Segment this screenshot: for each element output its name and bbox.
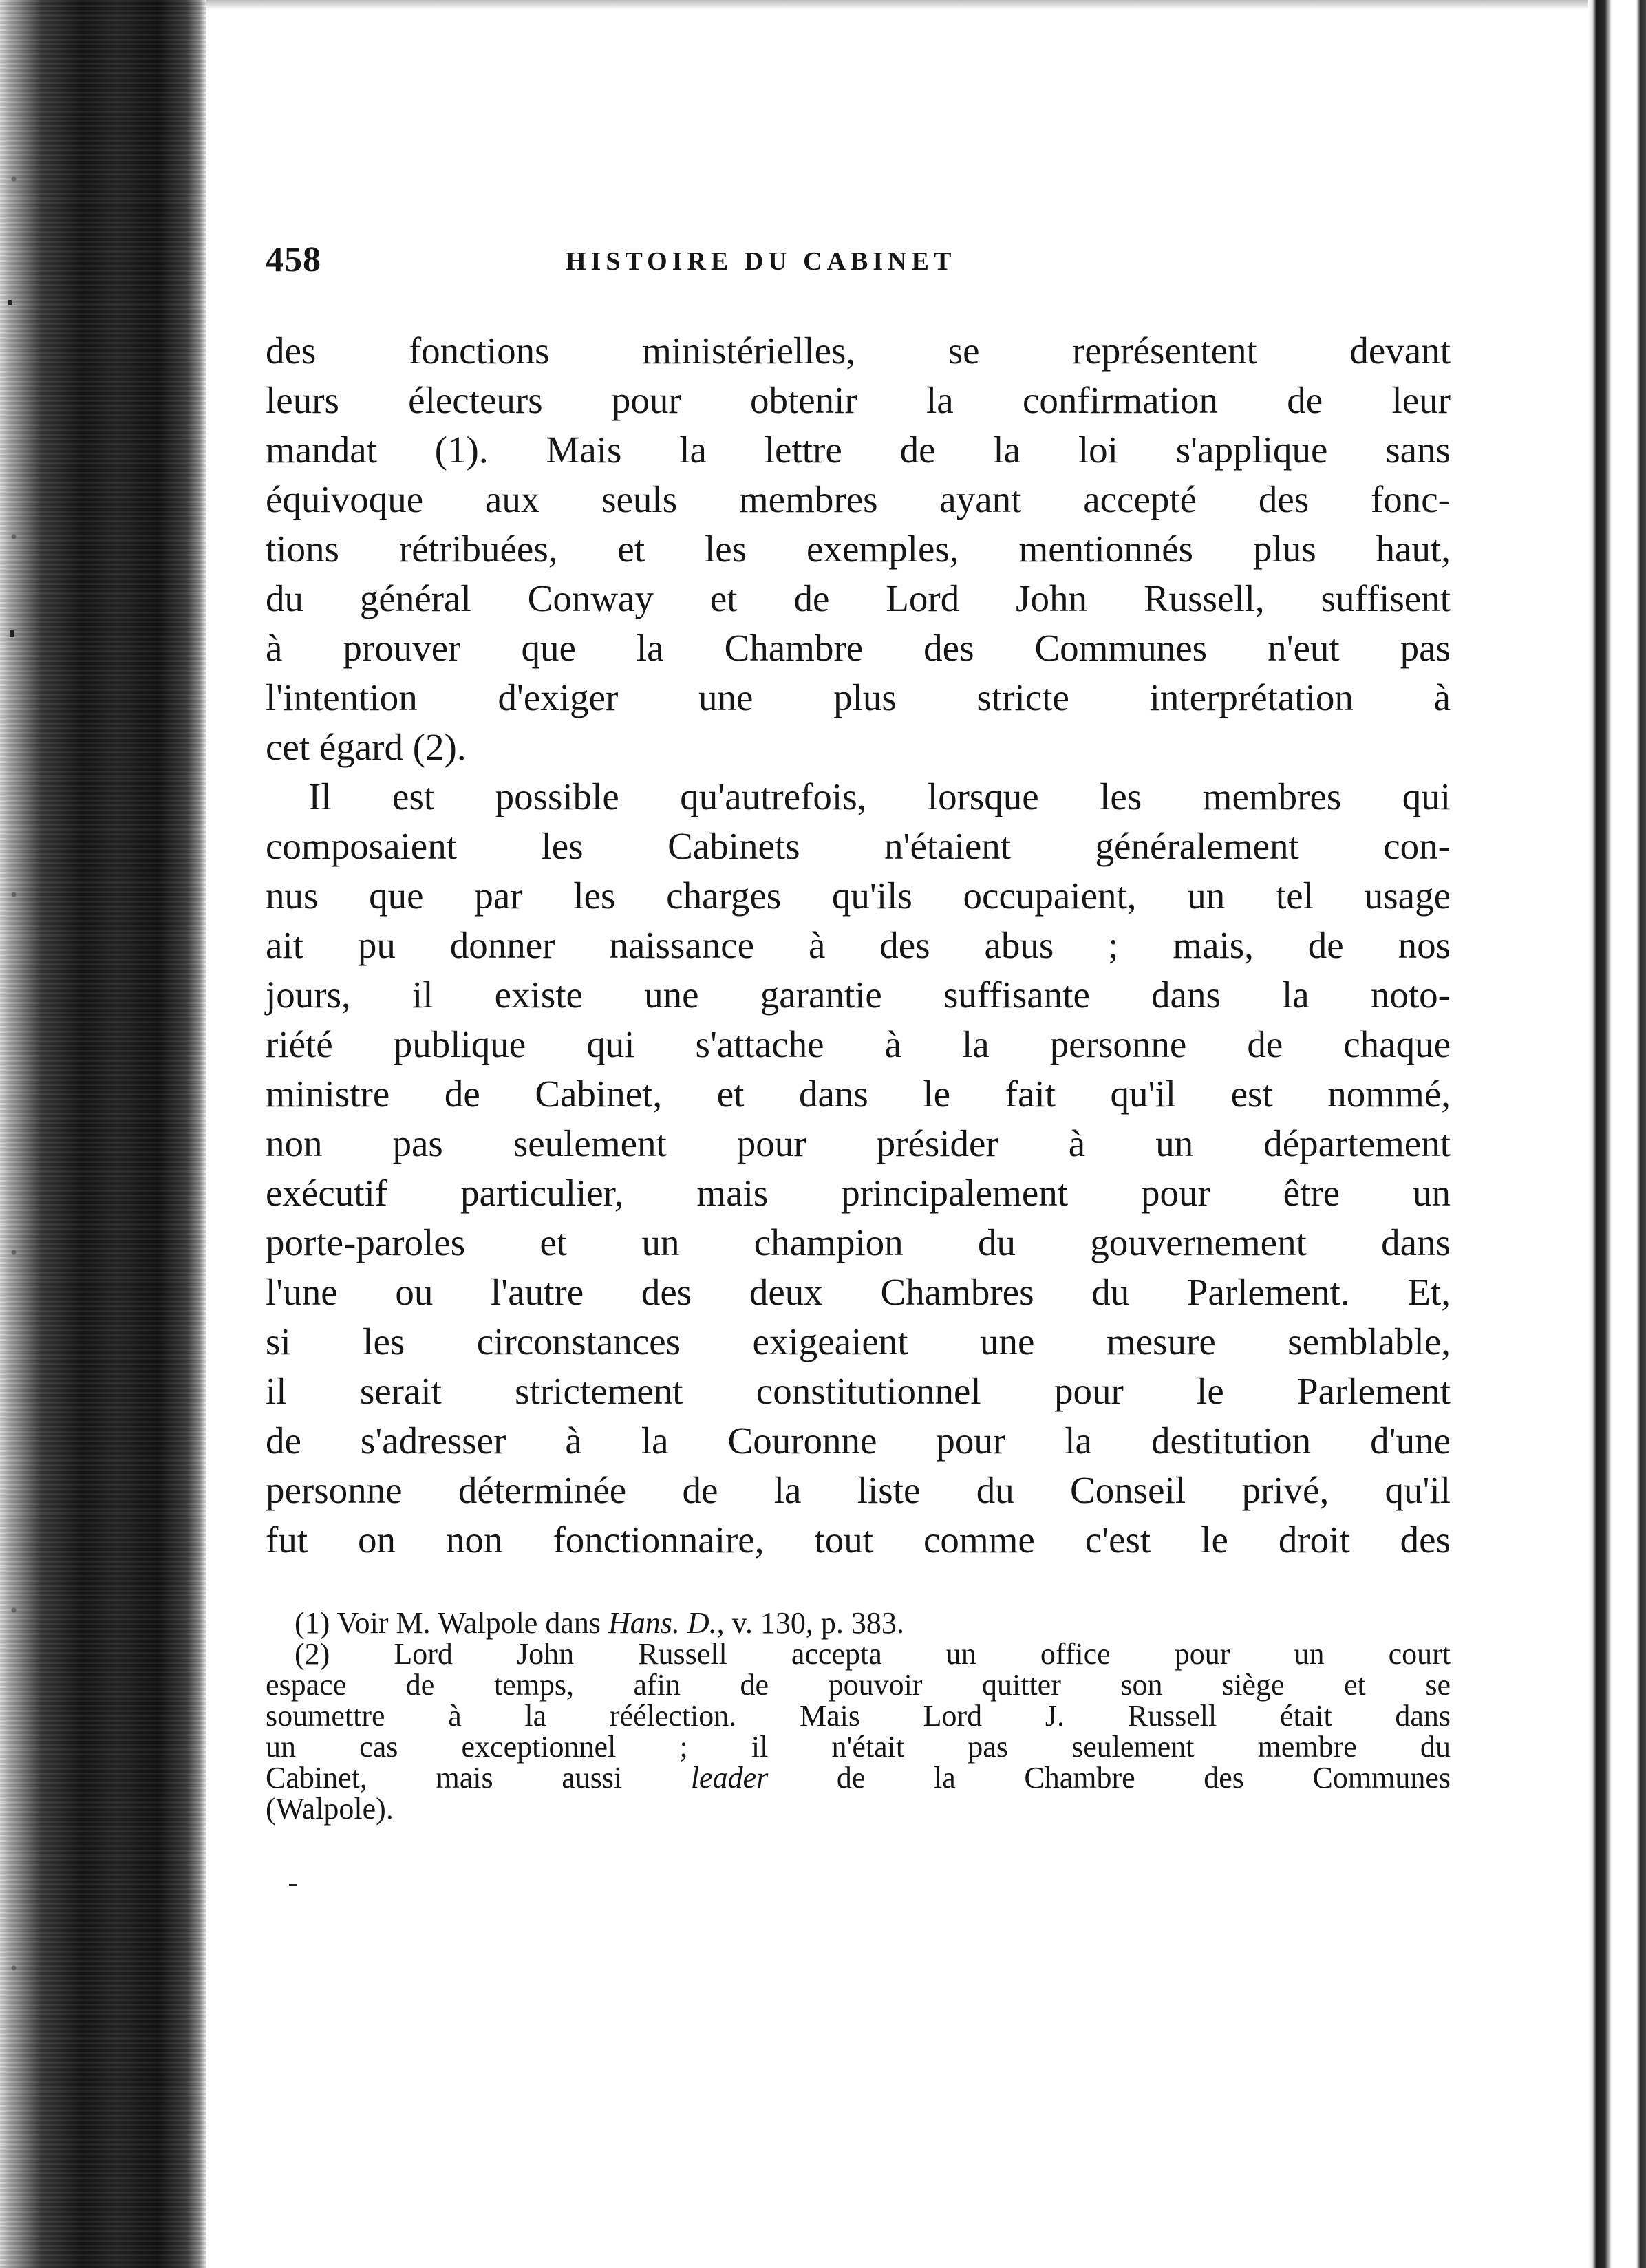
text-line: mandat (1). Mais la lettre de la loi s'applique sans: [266, 429, 1451, 471]
paragraph-first-line: Il est possible qu'autrefois, lorsque les membres qui: [308, 775, 1451, 817]
page-number: 458: [266, 240, 321, 279]
text-line: tions rétribuées, et les exemples, mentionnés plus haut,: [266, 528, 1451, 570]
footnote-2-line: (Walpole).: [266, 1792, 394, 1826]
margin-speck: [8, 300, 12, 305]
margin-speck: [289, 1884, 297, 1886]
footnotes: [266, 1607, 1451, 1824]
footnote-2-text: Cabinet, mais aussi: [266, 1761, 691, 1795]
book-spine: [0, 0, 206, 2268]
text-line: personne déterminée de la liste du Conseil privé, qu'il: [266, 1469, 1451, 1511]
text-line: ait pu donner naissance à des abus ; mais, de nos: [266, 924, 1451, 966]
body-text: [266, 326, 1451, 1565]
right-page-edge: [1588, 0, 1646, 2268]
top-page-shadow: [206, 0, 1588, 10]
text-line: il serait strictement constitutionnel pour le Parlement: [266, 1370, 1451, 1412]
text-line: de s'adresser à la Couronne pour la destitution d'une: [266, 1420, 1451, 1462]
margin-speck: [10, 630, 14, 637]
footnote-2-line: espace de temps, afin de pouvoir quitter son siège et se: [266, 1668, 1451, 1702]
text-line: du général Conway et de Lord John Russell, suffisent: [266, 577, 1451, 619]
footnote-2-text-end: de la Chambre des Communes: [768, 1761, 1451, 1795]
text-line: porte-paroles et un champion du gouvernement dans: [266, 1221, 1451, 1263]
footnote-2-line: [266, 1762, 1451, 1793]
text-line: non pas seulement pour présider à un département: [266, 1122, 1451, 1164]
footnote-1: [266, 1607, 1451, 1638]
text-line: cet égard (2).: [266, 726, 467, 768]
text-line: l'intention d'exiger une plus stricte interprétation à: [266, 676, 1451, 718]
text-line: exécutif particulier, mais principalement pour être un: [266, 1172, 1451, 1214]
text-line: riété publique qui s'attache à la personne de chaque: [266, 1023, 1451, 1065]
running-title: HISTOIRE DU CABINET: [566, 247, 956, 276]
text-line: à prouver que la Chambre des Communes n'eut pas: [266, 627, 1451, 669]
text-line: ministre de Cabinet, et dans le fait qu'il est nommé,: [266, 1073, 1451, 1115]
footnote-1-italic: Hans. D.: [608, 1606, 717, 1640]
text-line: des fonctions ministérielles, se représentent devant: [266, 330, 1451, 372]
footnote-2-italic: leader: [690, 1761, 769, 1795]
footnote-1-text-end: , v. 130, p. 383.: [716, 1606, 904, 1640]
footnote-2-line: un cas exceptionnel ; il n'était pas seulement membre du: [266, 1730, 1451, 1764]
spine-edge-specks: [0, 0, 28, 2268]
footnote-2-line: soumettre à la réélection. Mais Lord J. Russell était dans: [266, 1699, 1451, 1733]
text-line: équivoque aux seuls membres ayant accepté des fonc-: [266, 478, 1451, 520]
footnote-1-text: (1) Voir M. Walpole dans: [295, 1606, 608, 1640]
text-line: jours, il existe une garantie suffisante dans la noto-: [266, 974, 1451, 1016]
running-head: [266, 239, 1451, 288]
text-line: nus que par les charges qu'ils occupaient, un tel usage: [266, 875, 1451, 917]
text-line: l'une ou l'autre des deux Chambres du Parlement. Et,: [266, 1271, 1451, 1313]
text-line: composaient les Cabinets n'étaient généralement con-: [266, 825, 1451, 867]
footnote-2-line: (2) Lord John Russell accepta un office pour un court: [295, 1637, 1451, 1671]
text-line: fut on non fonctionnaire, tout comme c'est le droit des: [266, 1519, 1451, 1561]
text-line: leurs électeurs pour obtenir la confirmation de leur: [266, 379, 1451, 421]
text-line: si les circonstances exigeaient une mesure semblable,: [266, 1320, 1451, 1362]
